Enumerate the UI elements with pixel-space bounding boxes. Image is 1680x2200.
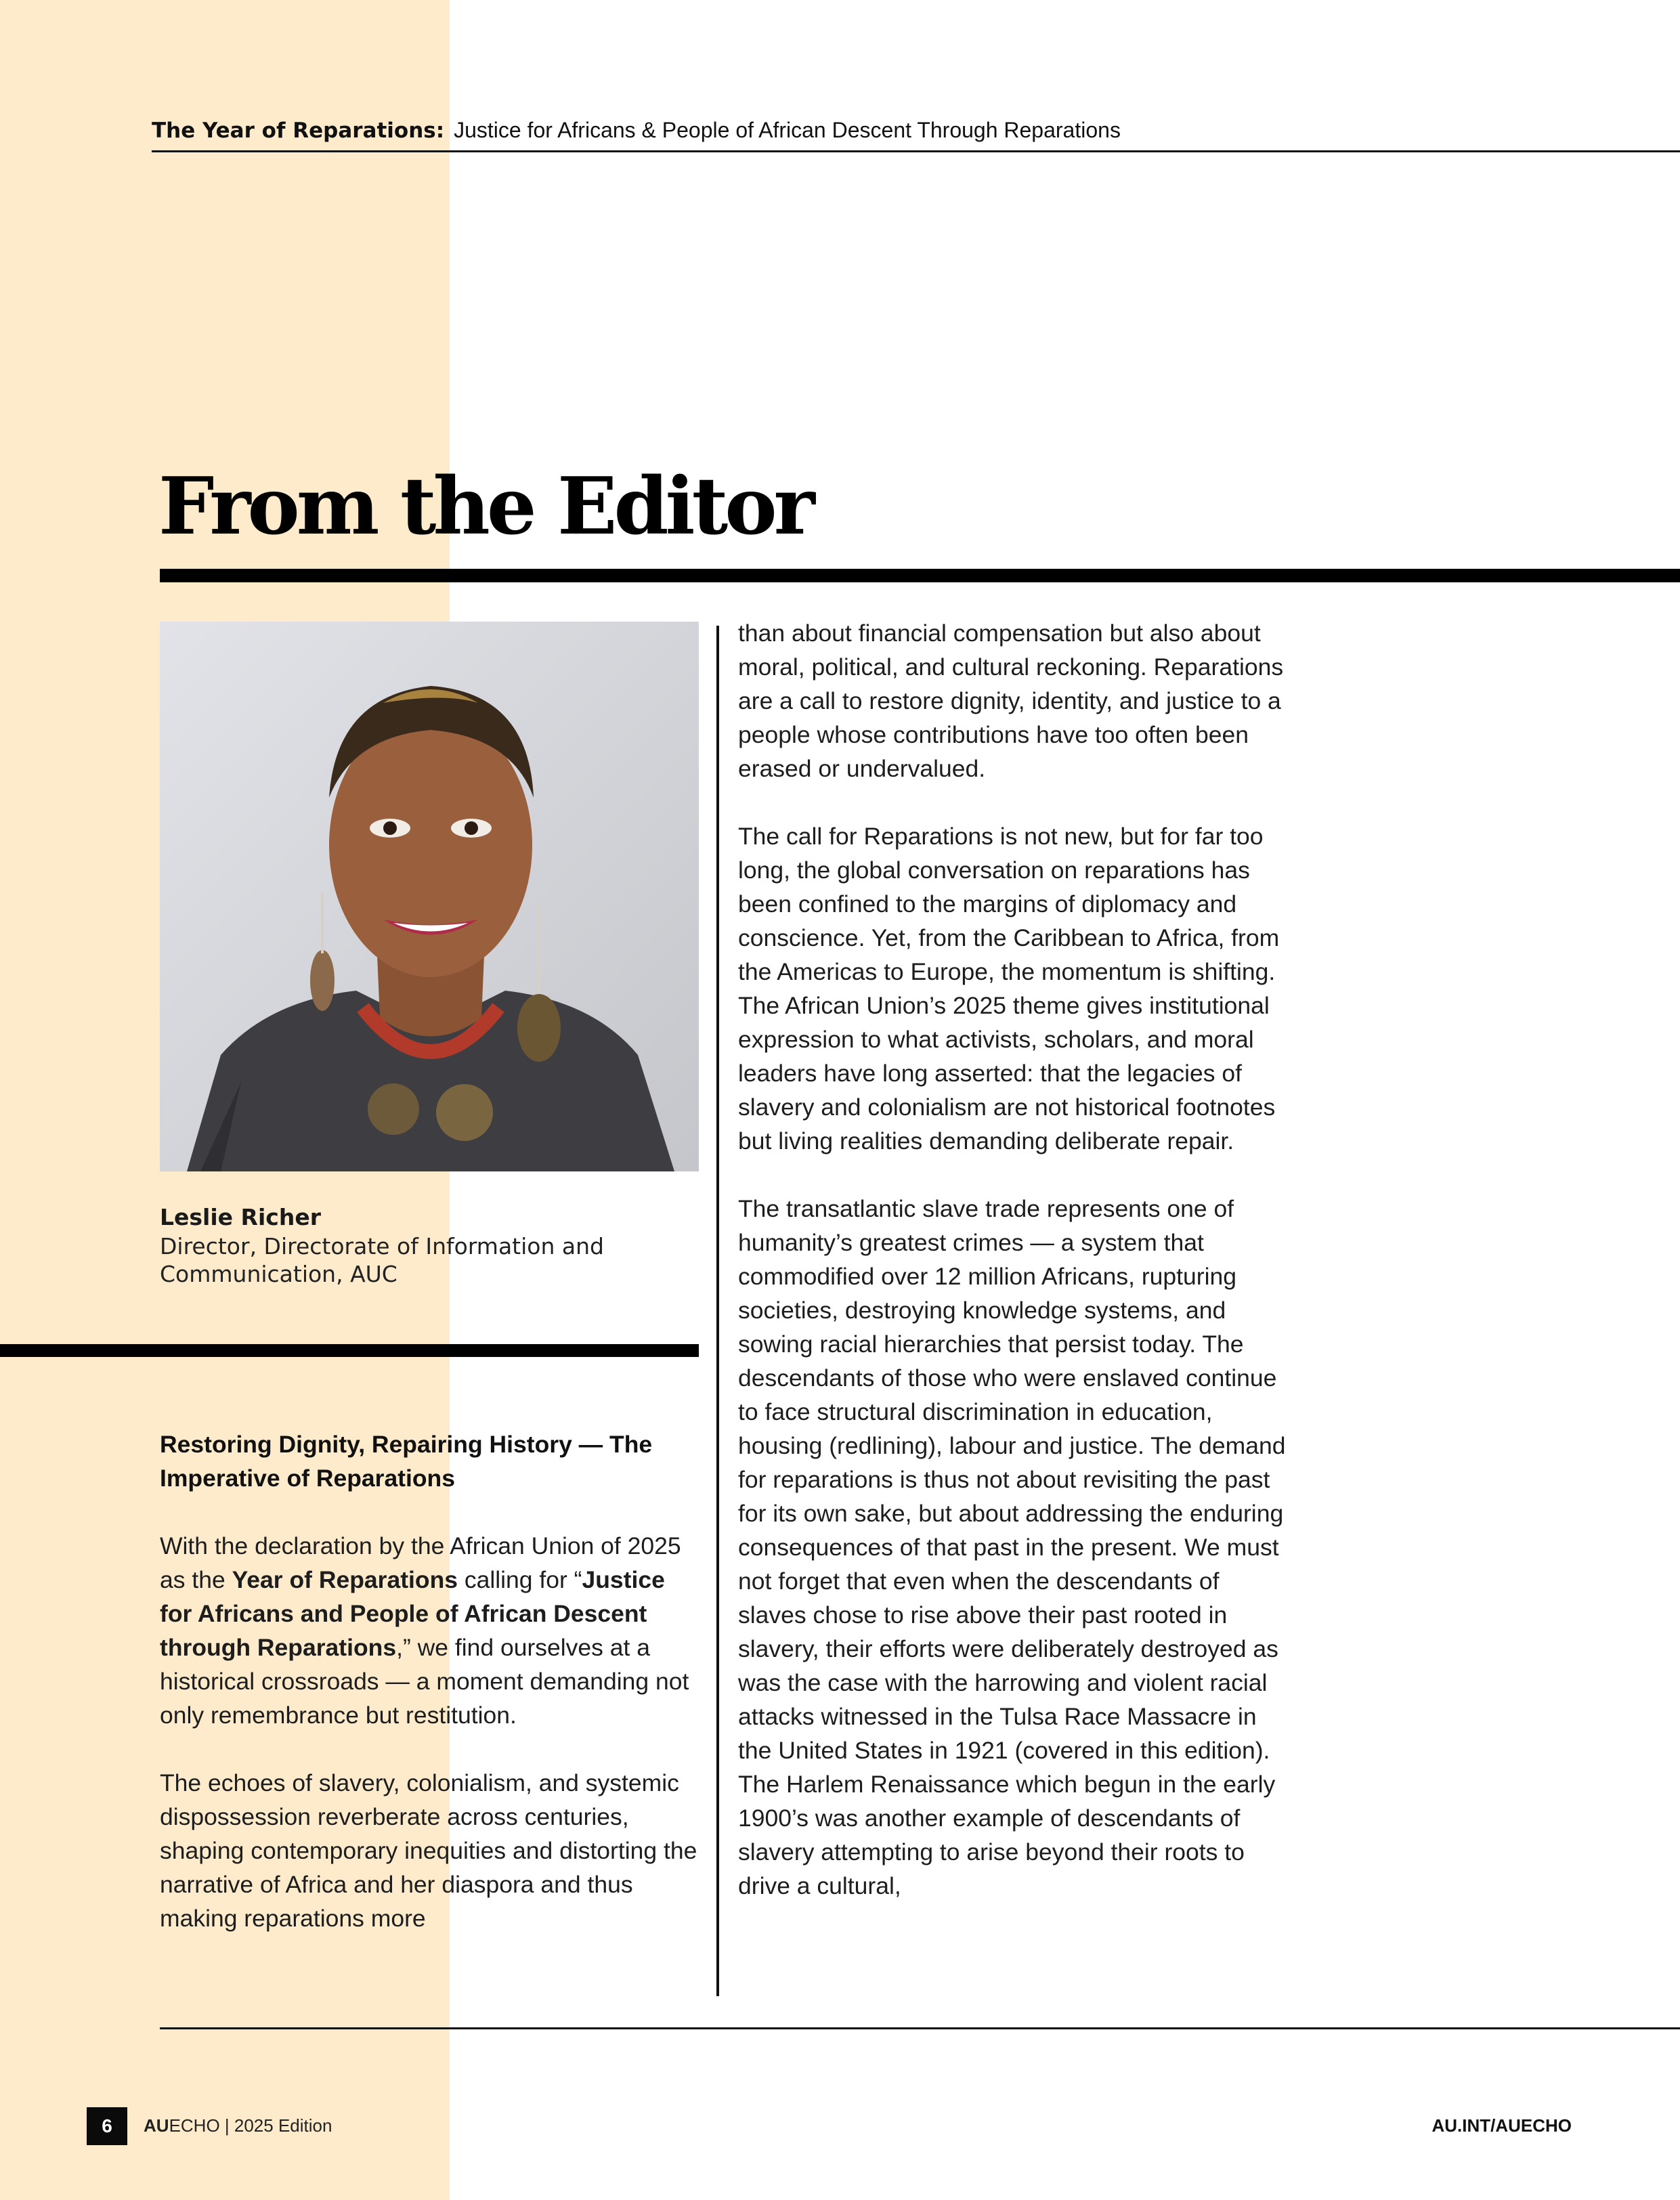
intro-emphasis-year: Year of Reparations [232, 1566, 458, 1593]
column-divider [716, 626, 719, 1996]
editor-portrait [160, 622, 699, 1171]
title-rule [160, 569, 1680, 582]
portrait-illustration [160, 622, 699, 1171]
footer-brand [144, 2115, 332, 2136]
footer-brand-edition: ECHO | 2025 Edition [169, 2115, 332, 2136]
series-title: The Year of Reparations: [152, 118, 445, 143]
body-paragraph: The transatlantic slave trade represents one of humanity’s greatest crimes — a system that commodified over 12 million Africans, rupturing societies, destroying knowledge systems, and sowing racial hierarchies that persist today. The descendants of those who were enslaved continue to face structural discrimination in education, housing (redlining), labour and justice. The demand for reparations is thus not about revisiting the past for its own sake, but about addressing the enduring consequences of that past in the present. We must not forget that even when the descendants of slaves chose to rise above their past rooted in slavery, their efforts were deliberately destroyed as was the case with the harrowing and violent racial attacks witnessed in the Tulsa Race Massacre in the United States in 1921 (covered in this edition). The Harlem Renaissance which begun in the early 1900’s was another example of descendants of slavery attempting to arise beyond their roots to drive a cultural, [738, 1195, 1286, 1899]
footer-rule [160, 2027, 1680, 2029]
body-paragraph: than about financial compensation but also about moral, political, and cultural reckoning. Reparations are a call to restore dignity, identity, and justice to a people whose contributions have too often been erased or undervalued. [738, 620, 1284, 782]
body-paragraph: The call for Reparations is not new, but for far too long, the global conversation on reparations has been confined to the margins of diplomacy and conscience. Yet, from the Caribbean to Africa, from the Americas to Europe, the momentum is shifting. The African Union’s 2025 theme gives institutional expression to what activists, scholars, and moral leaders have long asserted: that the legacies of slavery and colonialism are not historical footnotes but living realities demanding deliberate repair. [738, 823, 1280, 1155]
intro-text-1: With the declaration by the African Union of 2025 as the [160, 1532, 681, 1593]
body-paragraph: The echoes of slavery, colonialism, and systemic dispossession reverberate across centuries, shaping contemporary inequities and distorting the narrative of Africa and her diaspora and thus making reparations more [160, 1769, 697, 1932]
article-right-column [738, 616, 1293, 1937]
intro-text-2: calling for “ [458, 1566, 582, 1593]
editor-name: Leslie Richer [160, 1204, 321, 1230]
series-subtitle: Justice for Africans & People of African Descent Through Reparations [454, 118, 1121, 142]
editor-role: Director, Directorate of Information and Communication, AUC [160, 1233, 604, 1287]
footer-url[interactable]: AU.INT/AUECHO [1431, 2115, 1572, 2136]
article-heading: Restoring Dignity, Repairing History — The Imperative of Reparations [160, 1431, 653, 1492]
section-rule [0, 1344, 699, 1357]
intro-paragraph [160, 1529, 702, 1732]
page-number: 6 [87, 2107, 127, 2145]
article-left-column [160, 1427, 702, 1969]
footer-brand-au: AU [144, 2115, 169, 2136]
intro-emphasis-theme: Justice for Africans and People of African Descent through Reparations [160, 1566, 665, 1661]
page-title: From the Editor [158, 460, 812, 553]
header-rule [152, 150, 1680, 152]
running-header [152, 118, 1121, 143]
intro-text-3: ,” we find ourselves at a historical crossroads — a moment demanding not only remembrance but restitution. [160, 1634, 689, 1729]
